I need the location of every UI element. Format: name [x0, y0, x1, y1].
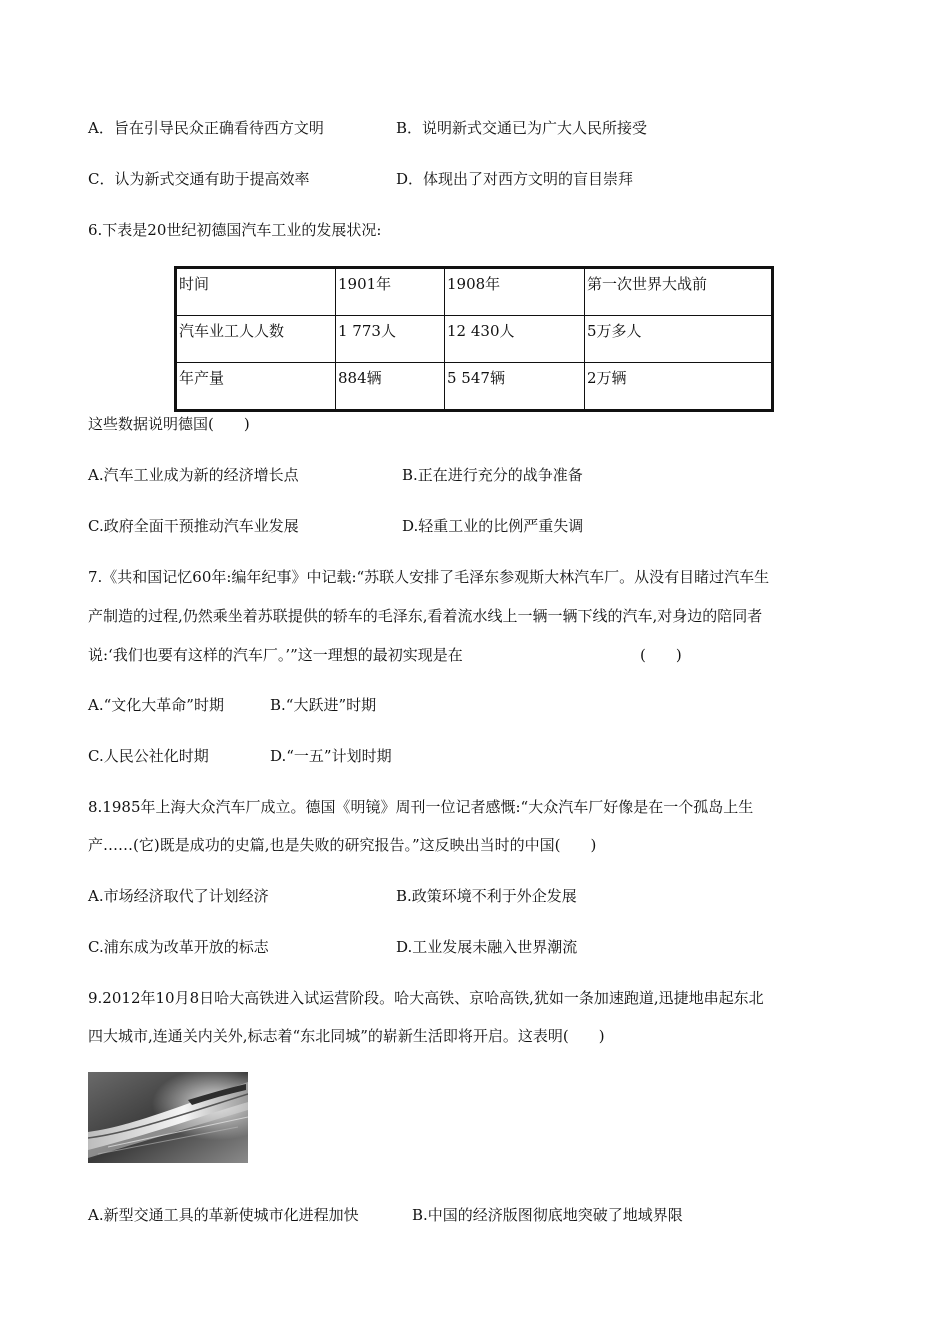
option-c[interactable]: C.浦东成为改革开放的标志	[88, 938, 269, 956]
option-b[interactable]: B.“大跃进”时期	[270, 696, 377, 714]
table-row	[176, 363, 773, 411]
question-9-line: 9.2012年10月8日哈大高铁进入试运营阶段。哈大高铁、京哈高铁,犹如一条加速跑道,迅捷地串起东北	[88, 989, 764, 1007]
option-a[interactable]: A.“文化大革命”时期	[88, 696, 224, 714]
question-6-stem: 6.下表是20世纪初德国汽车工业的发展状况:	[88, 221, 382, 239]
table-cell: 884辆	[336, 363, 445, 411]
table-cell: 第一次世界大战前	[585, 268, 773, 316]
table-cell: 5 547辆	[445, 363, 585, 411]
table-cell: 5万多人	[585, 316, 773, 363]
auto-industry-table	[174, 266, 774, 412]
option-d[interactable]: D．体现出了对西方文明的盲目崇拜	[396, 170, 634, 188]
table-row	[176, 316, 773, 363]
question-9-line: 四大城市,连通关内关外,标志着“东北同城”的崭新生活即将开启。这表明( )	[88, 1027, 605, 1045]
option-c[interactable]: C.人民公社化时期	[88, 747, 209, 765]
question-7-line: 7.《共和国记忆60年:编年纪事》中记载:“苏联人安排了毛泽东参观斯大林汽车厂。从没有目睹过汽车生	[88, 568, 770, 586]
option-b[interactable]: B．说明新式交通已为广大人民所接受	[396, 119, 648, 137]
question-6-prompt: 这些数据说明德国( )	[88, 415, 250, 433]
high-speed-train-image	[88, 1072, 248, 1163]
option-b[interactable]: B.中国的经济版图彻底地突破了地域界限	[412, 1206, 683, 1224]
answer-bracket: ( )	[640, 646, 682, 664]
table-cell: 1908年	[445, 268, 585, 316]
option-b[interactable]: B.正在进行充分的战争准备	[402, 466, 583, 484]
option-d[interactable]: D.工业发展未融入世界潮流	[396, 938, 578, 956]
option-a[interactable]: A.市场经济取代了计划经济	[88, 887, 269, 905]
table-cell: 时间	[176, 268, 336, 316]
table-cell: 2万辆	[585, 363, 773, 411]
table-cell: 年产量	[176, 363, 336, 411]
option-a[interactable]: A.汽车工业成为新的经济增长点	[88, 466, 299, 484]
question-7-line: 产制造的过程,仍然乘坐着苏联提供的轿车的毛泽东,看着流水线上一辆一辆下线的汽车,对身边的陪同者	[88, 607, 763, 625]
question-7-line: 说:‘我们也要有这样的汽车厂。’”这一理想的最初实现是在	[88, 646, 463, 664]
table-cell: 1 773人	[336, 316, 445, 363]
option-a[interactable]: A．旨在引导民众正确看待西方文明	[88, 119, 324, 137]
table-row	[176, 268, 773, 316]
option-b[interactable]: B.政策环境不利于外企发展	[396, 887, 577, 905]
option-a[interactable]: A.新型交通工具的革新使城市化进程加快	[88, 1206, 359, 1224]
question-8-line: 8.1985年上海大众汽车厂成立。德国《明镜》周刊一位记者感慨:“大众汽车厂好像是在一个孤岛上生	[88, 798, 754, 816]
table-cell: 汽车业工人人数	[176, 316, 336, 363]
table-cell: 1901年	[336, 268, 445, 316]
option-d[interactable]: D.轻重工业的比例严重失调	[402, 517, 584, 535]
option-c[interactable]: C.政府全面干预推动汽车业发展	[88, 517, 299, 535]
table-cell: 12 430人	[445, 316, 585, 363]
option-c[interactable]: C．认为新式交通有助于提高效率	[88, 170, 310, 188]
option-d[interactable]: D.“一五”计划时期	[270, 747, 392, 765]
question-8-line: 产……(它)既是成功的史篇,也是失败的研究报告。”这反映出当时的中国( )	[88, 836, 597, 854]
